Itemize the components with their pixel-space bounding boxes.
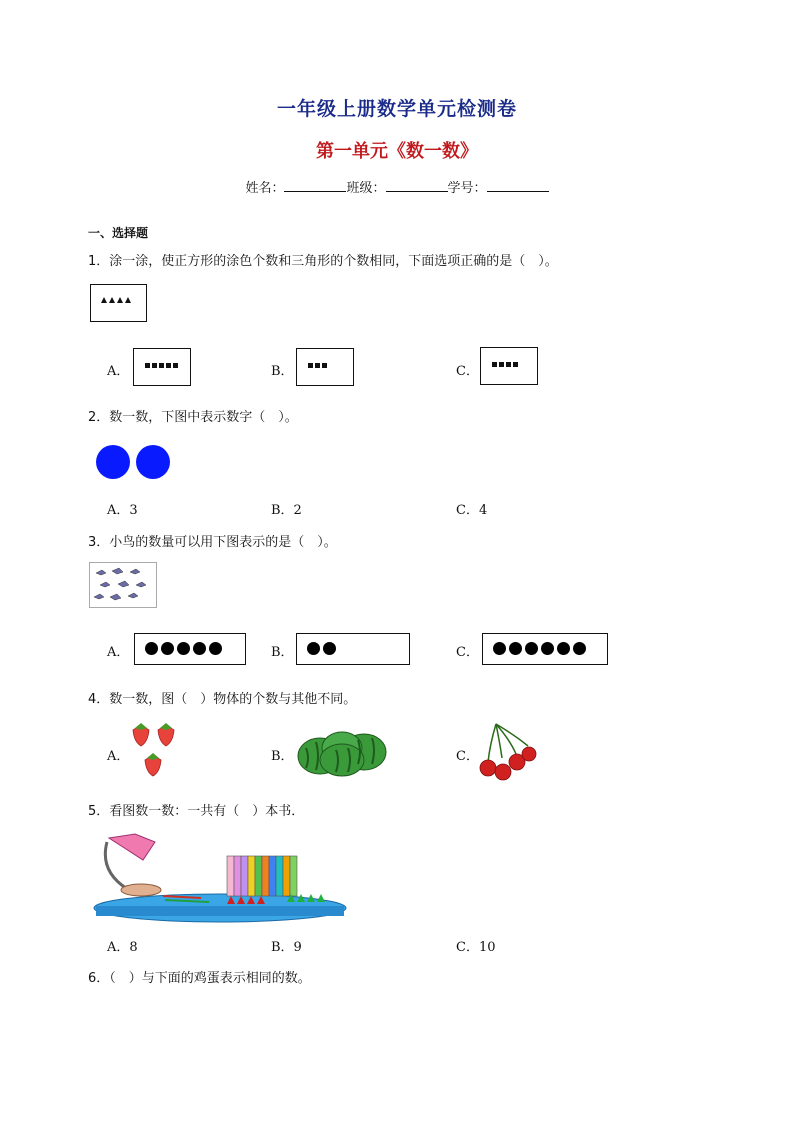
square-icon xyxy=(145,363,150,368)
q3-option-b-box[interactable] xyxy=(296,633,410,665)
question-5-text: 5．看图数一数：一共有（ ）本书． xyxy=(88,804,305,819)
question-3-text: 3．小鸟的数量可以用下图表示的是（ ）。 xyxy=(88,535,337,550)
q3-option-c[interactable]: C． xyxy=(456,645,479,660)
q1-b-squares xyxy=(308,360,329,368)
student-info xyxy=(0,177,794,196)
q3-option-a[interactable]: A． xyxy=(107,645,130,660)
question-1-text: 1．涂一涂，使正方形的涂色个数和三角形的个数相同，下面选项正确的是（ ）。 xyxy=(88,254,558,269)
class-label: 班级： xyxy=(346,181,386,196)
triangle-icon xyxy=(109,297,115,303)
dot-icon xyxy=(161,642,174,655)
q1-option-c-box[interactable] xyxy=(480,347,538,385)
square-icon xyxy=(499,362,504,367)
triangle-icon xyxy=(101,297,107,303)
q1-option-a-box[interactable] xyxy=(133,348,191,386)
dot-icon xyxy=(209,642,222,655)
name-label: 姓名： xyxy=(245,181,285,196)
triangle-box xyxy=(90,284,147,322)
watermelons-icon xyxy=(296,726,390,778)
q3-a-dots xyxy=(145,642,225,656)
dot-icon xyxy=(323,642,336,655)
question-2-text: 2．数一数，下图中表示数字（ ）。 xyxy=(88,410,298,425)
q4-option-c[interactable]: C． xyxy=(456,749,479,764)
name-blank[interactable] xyxy=(284,179,346,192)
square-icon xyxy=(166,363,171,368)
square-icon xyxy=(322,363,327,368)
triangle-icon xyxy=(125,297,131,303)
strawberries-icon xyxy=(128,718,184,784)
dot-icon xyxy=(493,642,506,655)
q1-c-squares xyxy=(492,359,520,367)
id-label: 学号： xyxy=(447,181,487,196)
blue-circle xyxy=(96,445,130,479)
q3-option-c-box[interactable] xyxy=(482,633,608,665)
q1-option-c[interactable]: C． xyxy=(456,364,479,379)
square-icon xyxy=(506,362,511,367)
dot-icon xyxy=(541,642,554,655)
square-icon xyxy=(492,362,497,367)
q5-option-a[interactable]: A．8 xyxy=(107,940,138,955)
q4-option-b[interactable]: B． xyxy=(271,749,294,764)
section-title: 一、选择题 xyxy=(88,226,149,240)
id-blank[interactable] xyxy=(487,179,549,192)
q1-option-a[interactable]: A． xyxy=(107,364,130,379)
q1-option-b[interactable]: B． xyxy=(271,364,294,379)
q5-option-b[interactable]: B．9 xyxy=(271,940,302,955)
q3-option-a-box[interactable] xyxy=(134,633,246,665)
square-icon xyxy=(308,363,313,368)
desk-lamp-books-image xyxy=(91,832,349,924)
q2-option-b[interactable]: B．2 xyxy=(271,503,302,518)
blue-circle xyxy=(136,445,170,479)
dot-icon xyxy=(557,642,570,655)
dot-icon xyxy=(573,642,586,655)
page-subtitle: 第一单元《数一数》 xyxy=(316,141,478,162)
q2-option-a[interactable]: A．3 xyxy=(107,503,138,518)
birds-icon xyxy=(90,563,156,607)
dot-icon xyxy=(509,642,522,655)
page-title: 一年级上册数学单元检测卷 xyxy=(276,98,517,120)
dot-icon xyxy=(145,642,158,655)
dot-icon xyxy=(177,642,190,655)
q3-option-b[interactable]: B． xyxy=(271,645,294,660)
q3-b-dots xyxy=(307,642,339,656)
cherries-icon xyxy=(478,720,538,784)
question-4-text: 4．数一数，图（ ）物体的个数与其他不同。 xyxy=(88,692,357,707)
square-icon xyxy=(152,363,157,368)
triangle-icon xyxy=(117,297,123,303)
q5-option-c[interactable]: C．10 xyxy=(456,940,496,955)
square-icon xyxy=(513,362,518,367)
triangles xyxy=(101,295,133,303)
dot-icon xyxy=(525,642,538,655)
dot-icon xyxy=(307,642,320,655)
square-icon xyxy=(173,363,178,368)
blue-circles xyxy=(91,440,175,485)
square-icon xyxy=(315,363,320,368)
square-icon xyxy=(159,363,164,368)
q4-option-a[interactable]: A． xyxy=(107,749,130,764)
question-6-text: 6．（ ）与下面的鸡蛋表示相同的数。 xyxy=(88,971,311,986)
q1-a-squares xyxy=(145,360,180,368)
birds-image xyxy=(89,562,157,608)
q1-option-b-box[interactable] xyxy=(296,348,354,386)
q2-option-c[interactable]: C．4 xyxy=(456,503,488,518)
q3-c-dots xyxy=(493,642,589,656)
class-blank[interactable] xyxy=(386,179,448,192)
dot-icon xyxy=(193,642,206,655)
